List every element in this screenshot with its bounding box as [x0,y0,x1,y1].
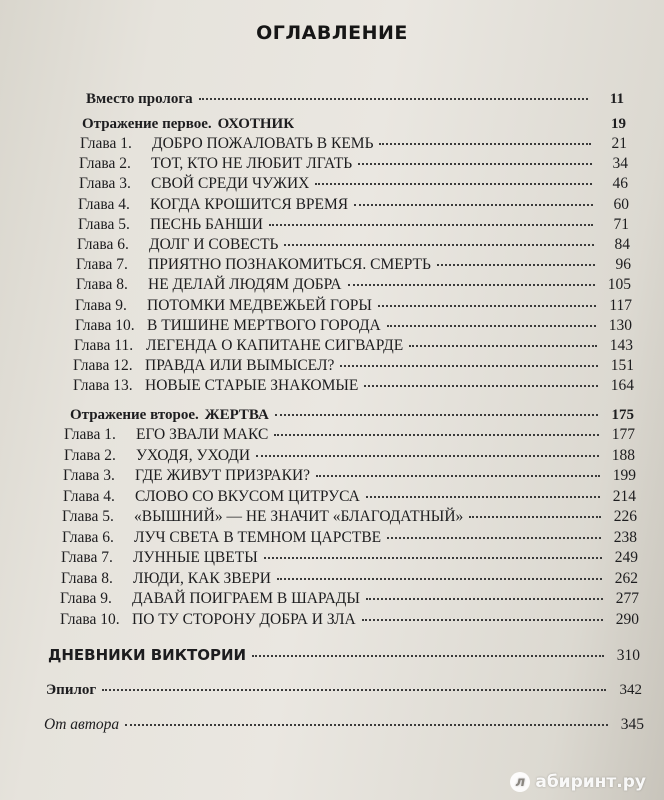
chapter-title: СЛОВО СО ВКУСОМ ЦИТРУСА [135,487,360,505]
dot-leader [284,230,594,246]
chapter-page: 105 [607,276,631,294]
dot-leader [316,461,600,477]
chapter-page: 46 [612,175,628,193]
chapter-title: УХОДЯ, УХОДИ [136,446,251,464]
chapter-number: Глава 3. [79,175,131,193]
dot-leader [315,169,592,185]
chapter-page: 262 [614,569,638,587]
dot-leader [102,675,606,691]
chapter-title: ДОБРО ПОЖАЛОВАТЬ В КЕМЬ [152,135,374,152]
chapter-title: ДОЛГ И СОВЕСТЬ [149,236,279,253]
prologue-label: Вместо пролога [86,91,193,107]
dot-leader [275,400,598,416]
chapter-number: Глава 1. [64,426,116,443]
chapter-title: ПРАВДА ИЛИ ВЫМЫСЕЛ? [145,357,335,375]
chapter-page: 96 [615,256,631,274]
chapter-title: ТОТ, КТО НЕ ЛЮБИТ ЛГАТЬ [151,155,353,173]
part1-prefix: Отражение первое. [82,116,212,132]
labirint-watermark [510,772,646,792]
dot-leader [387,311,596,327]
chapter-page: 60 [613,195,629,213]
chapter-title: ЛЕГЕНДА О КАПИТАНЕ СИГВАРДЕ [146,337,404,354]
chapter-number: Глава 9. [75,296,127,314]
chapter-page: 34 [612,155,628,173]
dot-leader [366,482,600,498]
chapter-page: 164 [610,377,634,395]
chapter-page: 188 [611,446,635,464]
dot-leader [277,564,602,580]
chapter-number: Глава 5. [78,215,130,233]
chapter-number: Глава 3. [63,467,115,484]
chapter-title: ЕГО ЗВАЛИ МАКС [136,426,269,443]
chapter-title: ПРИЯТНО ПОЗНАКОМИТЬСЯ. СМЕРТЬ [148,256,431,274]
chapter-title: НЕ ДЕЛАЙ ЛЮДЯМ ДОБРА [148,276,342,294]
author-page: 345 [620,716,644,733]
chapter-page: 177 [611,426,635,443]
author-label: От автора [44,716,120,733]
chapter-number: Глава 4. [78,195,130,213]
dot-leader [348,270,596,286]
chapter-number: Глава 1. [80,135,132,152]
chapter-page: 143 [609,337,633,354]
part2-name: ЖЕРТВА [204,407,269,423]
part1-name: ОХОТНИК [217,116,295,132]
chapter-number: Глава 8. [76,276,128,294]
chapter-number: Глава 2. [64,446,116,464]
page-title: ОГЛАВЛЕНИЕ [256,22,408,44]
prologue-page: 11 [609,91,624,107]
chapter-page: 199 [612,467,636,484]
dot-leader [364,371,598,387]
dot-leader [274,420,599,436]
part2-prefix: Отражение второе. [70,407,199,423]
chapter-number: Глава 10. [60,610,120,628]
toc-entry-epilogue [46,678,642,699]
chapter-title: ГДЕ ЖИВУТ ПРИЗРАКИ? [135,467,311,484]
chapter-title: ДАВАЙ ПОИГРАЕМ В ШАРАДЫ [132,590,360,607]
chapter-number: Глава 12. [73,357,133,375]
chapter-page: 84 [614,236,630,253]
chapter-page: 226 [613,508,637,525]
dot-leader [437,250,595,266]
chapter-number: Глава 7. [76,256,128,274]
dot-leader [378,291,596,307]
epilogue-label: Эпилог [46,682,97,698]
toc-chapter-row [60,608,639,629]
chapter-number: Глава 2. [79,155,131,173]
toc-entry-author [44,713,644,734]
dot-leader [469,502,601,518]
chapter-page: 130 [608,316,632,334]
chapter-page: 71 [613,215,629,233]
part2-page: 175 [611,407,634,423]
toc-chapter-row [73,374,634,395]
chapter-number: Глава 4. [63,487,115,505]
chapter-page: 238 [613,528,637,546]
labirint-logo-icon: л [510,772,530,792]
chapter-number: Глава 7. [61,549,113,566]
epilogue-page: 342 [619,682,642,698]
dot-leader [269,210,593,226]
dot-leader [366,584,603,600]
chapter-number: Глава 8. [61,569,113,587]
chapter-page: 249 [614,549,638,566]
dot-leader [354,190,593,206]
chapter-number: Глава 10. [75,316,135,334]
dot-leader [340,351,598,367]
dot-leader [264,543,602,559]
chapter-page: 151 [610,357,634,375]
chapter-number: Глава 9. [60,590,112,607]
chapter-title: ЛУННЫЕ ЦВЕТЫ [133,549,258,566]
dot-leader [125,710,608,726]
dot-leader [256,441,599,457]
dot-leader [358,149,592,165]
chapter-title: ПО ТУ СТОРОНУ ДОБРА И ЗЛА [132,610,356,628]
chapter-title: «ВЫШНИЙ» — НЕ ЗНАЧИТ «БЛАГОДАТНЫЙ» [134,508,464,525]
chapter-page: 117 [609,296,632,314]
chapter-page: 214 [612,487,636,505]
toc-entry-diaries [48,644,640,665]
diaries-label: ДНЕВНИКИ ВИКТОРИИ [48,646,247,664]
dot-leader [199,84,588,100]
chapter-page: 21 [611,135,627,152]
chapter-title: В ТИШИНЕ МЕРТВОГО ГОРОДА [147,316,381,334]
dot-leader [379,129,591,145]
dot-leader [387,523,601,539]
chapter-number: Глава 11. [74,337,134,354]
toc-entry-prologue [86,87,624,108]
chapter-number: Глава 5. [62,508,114,525]
chapter-title: ПЕСНЬ БАНШИ [150,215,263,233]
chapter-page: 277 [615,590,639,607]
diaries-page: 310 [616,647,640,664]
watermark-text: абиринт.ру [535,772,646,792]
dot-leader [362,605,603,621]
chapter-title: ПОТОМКИ МЕДВЕЖЬЕЙ ГОРЫ [147,296,372,314]
chapter-title: ЛЮДИ, КАК ЗВЕРИ [133,569,271,587]
chapter-title: СВОЙ СРЕДИ ЧУЖИХ [151,175,310,193]
dot-leader [409,331,597,347]
chapter-page: 290 [615,610,639,628]
chapter-title: ЛУЧ СВЕТА В ТЕМНОМ ЦАРСТВЕ [134,528,382,546]
chapter-title: НОВЫЕ СТАРЫЕ ЗНАКОМЫЕ [145,377,359,395]
chapter-title: КОГДА КРОШИТСЯ ВРЕМЯ [150,195,349,213]
part1-page: 19 [611,116,626,132]
chapter-number: Глава 6. [62,528,114,546]
dot-leader [252,641,604,657]
chapter-number: Глава 6. [77,236,129,253]
chapter-number: Глава 13. [73,377,133,395]
